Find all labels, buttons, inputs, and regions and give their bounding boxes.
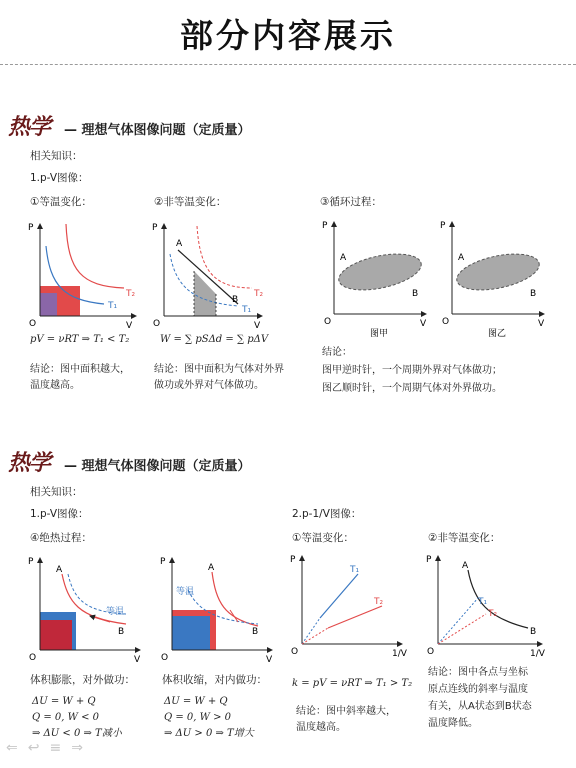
axis-origin: O: [291, 647, 299, 657]
graph-non-isothermal: [152, 216, 272, 334]
case4-label: ④绝热过程：: [30, 532, 92, 544]
axis-p: P: [152, 223, 158, 233]
axis-origin: O: [29, 653, 37, 663]
line-t1: [320, 574, 358, 618]
axis-origin: O: [324, 317, 332, 327]
axis-inv-v: 1/V: [530, 649, 545, 659]
label-t2: T₂: [374, 597, 384, 607]
axis-inv-v: 1/V: [392, 649, 407, 659]
axis-p: P: [290, 555, 296, 565]
prev-arrow-icon[interactable]: ⇐: [6, 740, 18, 756]
section1-related: 相关知识：: [30, 150, 83, 162]
section2-p1v-heading: 2.p-1/V图像：: [292, 508, 362, 520]
formula-line: Q = 0, W < 0: [32, 712, 100, 723]
compression-caption: 体积收缩，对内做功：: [162, 674, 267, 686]
axis-origin: O: [153, 319, 161, 329]
point-b: B: [118, 627, 125, 637]
axis-origin: O: [161, 653, 169, 663]
figure-caption-yi: 图乙: [488, 329, 507, 339]
conclusion-1: [30, 362, 130, 394]
formula-line: Q = 0, W > 0: [164, 712, 232, 723]
point-a: A: [340, 253, 347, 263]
formula-line: ΔU = W + Q: [32, 696, 96, 707]
formulas-expansion: [32, 694, 122, 742]
graph-adiabatic-expansion: [26, 552, 150, 668]
label-t2: T₂: [126, 289, 136, 299]
formula-slope: k = pV = νRT ⇒ T₁ > T₂: [292, 678, 413, 689]
conclusion-2: [154, 362, 284, 394]
area-red: [40, 620, 72, 650]
formulas-compression: [164, 694, 254, 742]
axis-v: V: [538, 319, 545, 329]
conclusion-ab-line: 原点连线的斜率与温度: [428, 684, 528, 695]
axis-v: V: [254, 321, 261, 331]
point-b: B: [252, 627, 259, 637]
conclusion-3: [322, 344, 502, 398]
work-area: [194, 271, 216, 316]
point-b: B: [232, 295, 239, 305]
point-a: A: [56, 565, 63, 575]
graph-p-invv-non-isothermal: [424, 552, 552, 662]
conclusion-ab-line: 有关，从A状态到B状态: [428, 701, 532, 712]
section1-logo: 热学: [8, 114, 51, 140]
conclusion-ab-line: 结论：图中各点与坐标: [428, 667, 528, 678]
page-title: 部分内容展示: [180, 16, 396, 55]
label-isotherm: 等温: [176, 587, 195, 597]
conclusion-2-line: 做功或外界对气体做功。: [154, 380, 264, 391]
area-t1: [40, 293, 57, 316]
axis-p: P: [28, 223, 34, 233]
section2-pv-heading: 1.p-V图像：: [30, 508, 89, 520]
section2-heading: — 理想气体图像问题（定质量）: [64, 459, 251, 474]
axis-p: P: [28, 557, 34, 567]
point-a: A: [208, 563, 215, 573]
axis-p: P: [160, 557, 166, 567]
label-t1: T₁: [350, 565, 360, 575]
label-t1: T₁: [242, 305, 252, 315]
case2-label: ②非等温变化：: [154, 196, 227, 208]
section2-related: 相关知识：: [30, 486, 83, 498]
conclusion-1-line: 结论：图中面积越大，: [30, 364, 130, 375]
conclusion-ab: [428, 664, 532, 732]
title-divider: [0, 64, 576, 65]
label-isotherm: 等温: [106, 607, 125, 617]
point-a: A: [462, 561, 469, 571]
area-blue: [172, 616, 210, 650]
curve-t2: [66, 224, 124, 288]
conclusion-slope: [296, 704, 396, 736]
expansion-caption: 体积膨胀，对外做功：: [30, 674, 135, 686]
conclusion-3-line: 图甲逆时针，一个周期外界对气体做功；: [322, 365, 502, 376]
formula-line: ⇒ ΔU < 0 ⇒ T减小: [32, 728, 122, 739]
graph-isothermal: [26, 216, 146, 334]
axis-origin: O: [29, 319, 37, 329]
label-t2: T₂: [254, 289, 264, 299]
back-icon[interactable]: ↩: [27, 740, 40, 756]
case1-label: ①等温变化：: [30, 196, 92, 208]
label-t1: T₁: [478, 597, 488, 607]
figure-caption-jia: 图甲: [370, 329, 389, 339]
case5-label: ①等温变化：: [292, 532, 354, 544]
axis-v: V: [134, 655, 141, 665]
axis-origin: O: [427, 647, 435, 657]
point-a: A: [458, 253, 465, 263]
conclusion-2-line: 结论：图中面积为气体对外界: [154, 364, 284, 375]
axis-p: P: [322, 221, 328, 231]
line-t2: [328, 606, 382, 628]
conclusion-3-line: 结论：: [322, 347, 352, 358]
slide-navigation: [6, 740, 83, 756]
axis-v: V: [420, 319, 427, 329]
formula-line: ΔU = W + Q: [164, 696, 228, 707]
process-curve: [468, 570, 528, 628]
section1-pv-heading: 1.p-V图像：: [30, 172, 89, 184]
axis-p: P: [426, 555, 432, 565]
next-arrow-icon[interactable]: ⇒: [71, 740, 83, 756]
menu-icon[interactable]: ≡: [49, 740, 62, 756]
axis-v: V: [266, 655, 273, 665]
conclusion-ab-line: 温度降低。: [428, 718, 478, 729]
label-t2: T₂: [488, 609, 498, 619]
conclusion-1-line: 温度越高。: [30, 380, 80, 391]
case3-label: ③循环过程：: [320, 196, 382, 208]
conclusion-slope-line: 结论：图中斜率越大，: [296, 706, 396, 717]
conclusion-slope-line: 温度越高。: [296, 722, 346, 733]
label-t1: T₁: [108, 301, 118, 311]
formula-isothermal: pV = νRT ⇒ T₁ < T₂: [30, 334, 130, 345]
axis-v: V: [126, 321, 133, 331]
axis-p: P: [440, 221, 446, 231]
conclusion-3-line: 图乙顺时针，一个周期气体对外界做功。: [322, 383, 502, 394]
section2-logo: 热学: [8, 450, 51, 476]
graph-p-invv-isothermal: [288, 552, 412, 662]
axis-origin: O: [442, 317, 450, 327]
section1-heading: — 理想气体图像问题（定质量）: [64, 123, 251, 138]
formula-line: ⇒ ΔU > 0 ⇒ T增大: [164, 728, 254, 739]
point-b: B: [530, 289, 537, 299]
point-b: B: [530, 627, 537, 637]
formula-work: W = ∑ pSΔd = ∑ pΔV: [160, 334, 269, 345]
graph-adiabatic-compression: [158, 552, 282, 668]
case6-label: ②非等温变化：: [428, 532, 501, 544]
graph-cycle-jia: [322, 216, 434, 342]
point-a: A: [176, 239, 183, 249]
point-b: B: [412, 289, 419, 299]
graph-cycle-yi: [440, 216, 552, 342]
